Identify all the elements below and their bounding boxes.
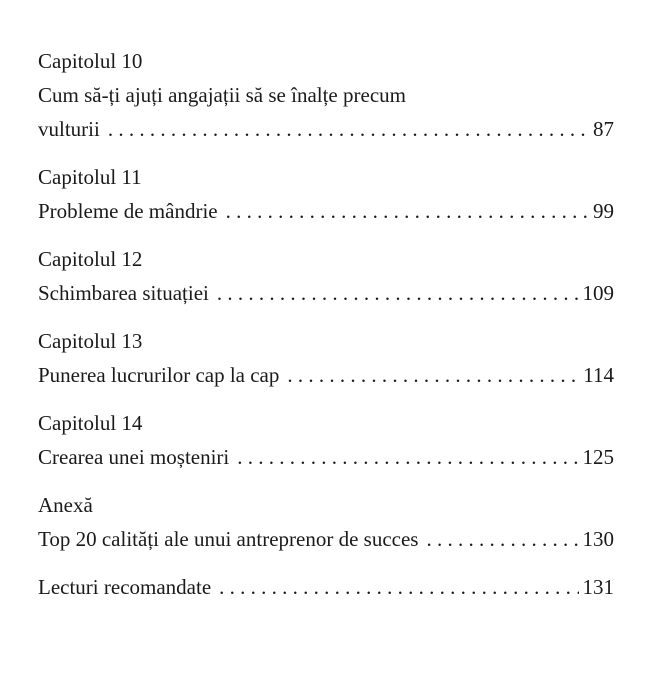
dot-leader [108, 112, 589, 146]
dot-leader [287, 358, 579, 392]
toc-entry-chapter-12 [38, 242, 614, 310]
chapter-label: Capitolul 14 [38, 411, 143, 435]
page-number: 131 [582, 575, 614, 599]
dot-leader [217, 276, 579, 310]
page-number: 114 [583, 363, 614, 387]
toc-row [38, 194, 614, 228]
chapter-title: Crearea unei moșteniri [38, 445, 230, 469]
chapter-title: Cum să-ți ajuți angajații să se înalțe precum [38, 83, 406, 107]
table-of-contents [38, 44, 614, 618]
page-number: 99 [593, 199, 614, 223]
annex-title: Top 20 calități ale unui antreprenor de succes [38, 527, 419, 551]
toc-row [38, 522, 614, 556]
toc-entry-chapter-13 [38, 324, 614, 392]
chapter-title-continued: vulturii [38, 117, 100, 141]
toc-row [38, 276, 614, 310]
toc-row [38, 570, 614, 604]
page-number: 87 [593, 117, 614, 141]
toc-row [38, 440, 614, 474]
toc-entry-chapter-11 [38, 160, 614, 228]
chapter-title: Schimbarea situației [38, 281, 209, 305]
page-number: 109 [582, 281, 614, 305]
dot-leader [219, 570, 578, 604]
chapter-label: Capitolul 12 [38, 247, 143, 271]
annex-label: Anexă [38, 493, 93, 517]
page-number: 130 [582, 527, 614, 551]
toc-row [38, 112, 614, 146]
dot-leader [237, 440, 578, 474]
chapter-label: Capitolul 10 [38, 49, 143, 73]
page-number: 125 [582, 445, 614, 469]
toc-entry-recommended-reading [38, 570, 614, 604]
toc-entry-annex [38, 488, 614, 556]
chapter-title: Probleme de mândrie [38, 199, 218, 223]
toc-entry-chapter-14 [38, 406, 614, 474]
toc-entry-chapter-10 [38, 44, 614, 146]
dot-leader [426, 522, 578, 556]
chapter-title: Punerea lucrurilor cap la cap [38, 363, 280, 387]
toc-row [38, 358, 614, 392]
chapter-label: Capitolul 13 [38, 329, 143, 353]
dot-leader [226, 194, 589, 228]
recommended-reading-title: Lecturi recomandate [38, 575, 212, 599]
chapter-label: Capitolul 11 [38, 165, 142, 189]
